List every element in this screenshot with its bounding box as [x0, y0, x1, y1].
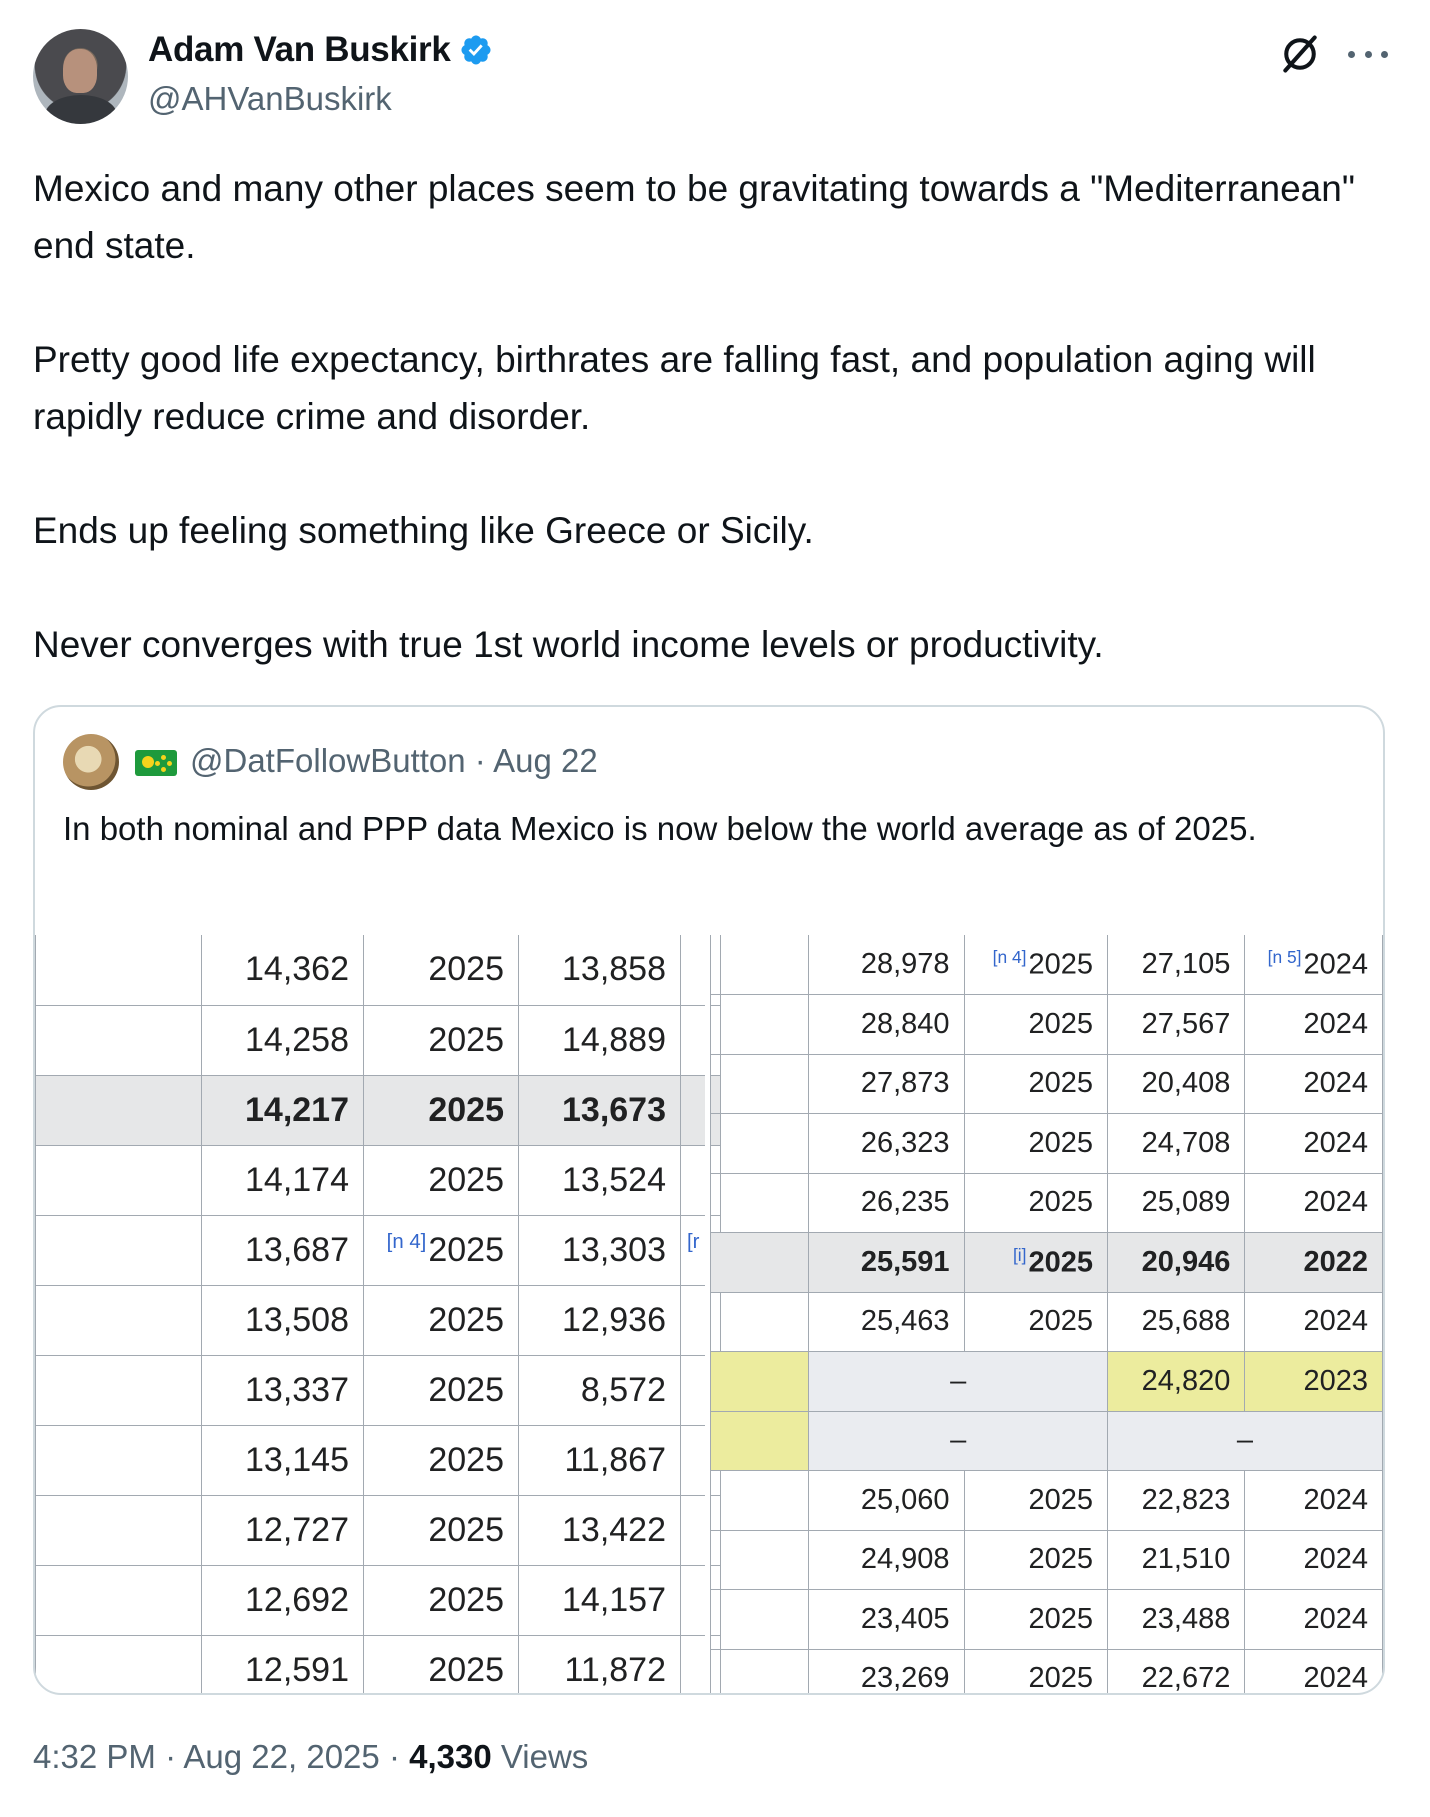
table-row [711, 1054, 1383, 1114]
more-dot [1381, 51, 1388, 58]
table-row [36, 1145, 721, 1215]
author-handle[interactable]: @AHVanBuskirk [148, 80, 392, 117]
table-cell: [n 4]2025 [964, 935, 1107, 995]
quoted-author-avatar[interactable] [63, 734, 119, 790]
table-cell [36, 1075, 202, 1145]
table-cell [36, 1215, 202, 1285]
flag-emoji-icon [135, 750, 177, 776]
table-cell: 13,337 [202, 1355, 364, 1425]
table-cell: 2025 [364, 935, 519, 1005]
table-cell: 22,823 [1108, 1471, 1245, 1531]
table-cell: 23,269 [809, 1649, 964, 1695]
tweet-text [33, 160, 1393, 673]
table-cell: 2025 [964, 1054, 1107, 1114]
table-cell: 12,692 [202, 1565, 364, 1635]
table-cell [711, 1173, 809, 1233]
table-cell [36, 1285, 202, 1355]
table-cell [36, 1355, 202, 1425]
table-cell [36, 1425, 202, 1495]
table-cell [711, 1114, 809, 1174]
table-row [711, 1530, 1383, 1590]
table-cell: 2024 [1245, 1471, 1383, 1531]
table-cell: 14,157 [519, 1565, 681, 1635]
table-cell: 2022 [1245, 1233, 1383, 1293]
table-row [711, 935, 1383, 995]
table-cell: 2024 [1245, 1649, 1383, 1695]
table-cell: 24,908 [809, 1530, 964, 1590]
table-cell: 26,235 [809, 1173, 964, 1233]
table-row [711, 1173, 1383, 1233]
table-cell: 25,688 [1108, 1292, 1245, 1352]
table-cell: 13,508 [202, 1285, 364, 1355]
table-cell: 2025 [964, 1590, 1107, 1650]
table-cell: 13,687 [202, 1215, 364, 1285]
table-cell: 24,820 [1108, 1352, 1245, 1412]
more-icon[interactable] [1348, 36, 1388, 72]
table-cell: 2025 [364, 1355, 519, 1425]
table-row [711, 1590, 1383, 1650]
table-cell [711, 1233, 809, 1293]
table-cell: 2025 [364, 1005, 519, 1075]
table-cell: 2024 [1245, 1054, 1383, 1114]
table-cell: 2024 [1245, 995, 1383, 1055]
more-dot [1365, 51, 1372, 58]
table-cell: 14,217 [202, 1075, 364, 1145]
table-cell [36, 1635, 202, 1695]
table-cell: 22,672 [1108, 1649, 1245, 1695]
table-cell: 13,524 [519, 1145, 681, 1215]
table-cell: 2025 [964, 1530, 1107, 1590]
table-cell: 12,591 [202, 1635, 364, 1695]
table-cell: 23,405 [809, 1590, 964, 1650]
table-cell: 13,673 [519, 1075, 681, 1145]
table-cell [36, 935, 202, 1005]
table-cell: 13,422 [519, 1495, 681, 1565]
table-cell: 25,463 [809, 1292, 964, 1352]
table-cell [36, 1495, 202, 1565]
table-cell: 28,840 [809, 995, 964, 1055]
table-cell: 2025 [964, 995, 1107, 1055]
quoted-date[interactable]: Aug 22 [493, 742, 598, 779]
table-cell: 2025 [364, 1565, 519, 1635]
table-row [36, 1495, 721, 1565]
table-cell [36, 1565, 202, 1635]
table-cell: 8,572 [519, 1355, 681, 1425]
table-cell: 2025 [364, 1075, 519, 1145]
table-row-highlighted [36, 1075, 721, 1145]
table-cell: 2025 [964, 1173, 1107, 1233]
table-cell: – [1108, 1411, 1383, 1471]
table-cell [711, 1054, 809, 1114]
table-row [36, 1355, 721, 1425]
table-row [36, 1005, 721, 1075]
quoted-meta: @DatFollowButton · Aug 22 [190, 742, 598, 779]
tweet-date[interactable]: Aug 22, 2025 [183, 1738, 380, 1775]
quoted-tweet[interactable] [33, 705, 1385, 1695]
table-cell: [n 4]2025 [364, 1215, 519, 1285]
table-cell: 25,089 [1108, 1173, 1245, 1233]
table-cell: 2024 [1245, 1590, 1383, 1650]
tweet-paragraph: Ends up feeling something like Greece or Sicily. [33, 510, 814, 551]
table-cell: 2025 [364, 1145, 519, 1215]
table-cell: 23,488 [1108, 1590, 1245, 1650]
views-count: 4,330 [409, 1738, 492, 1775]
table-cell [711, 1352, 809, 1412]
table-row [36, 1215, 721, 1285]
table-cell [711, 935, 809, 995]
table-cell: 2025 [964, 1292, 1107, 1352]
tweet-footer: 4:32 PM · Aug 22, 2025 · 4,330 Views [33, 1738, 589, 1775]
author-name[interactable]: Adam Van Buskirk [148, 30, 451, 69]
views-label: Views [500, 1738, 589, 1775]
table-cell [711, 995, 809, 1055]
table-cell: 2025 [364, 1285, 519, 1355]
table-cell: 2025 [964, 1471, 1107, 1531]
table-cell [36, 1005, 202, 1075]
table-cell: 27,873 [809, 1054, 964, 1114]
author-avatar[interactable] [33, 29, 128, 124]
avatar-shirt [45, 95, 117, 124]
table-cell: 2024 [1245, 1173, 1383, 1233]
tweet-time[interactable]: 4:32 PM [33, 1738, 156, 1775]
table-cell: 13,145 [202, 1425, 364, 1495]
table-cell [711, 1471, 809, 1531]
quoted-text: In both nominal and PPP data Mexico is now below the world average as of 2025. [63, 810, 1257, 847]
table-cell: 14,362 [202, 935, 364, 1005]
avatar-face [63, 49, 97, 93]
table-cell: 12,727 [202, 1495, 364, 1565]
table-cell: 2024 [1245, 1292, 1383, 1352]
table-cell: 20,408 [1108, 1054, 1245, 1114]
table-cell: 2025 [964, 1114, 1107, 1174]
quoted-handle[interactable]: @DatFollowButton [190, 742, 466, 779]
table-cell [711, 1292, 809, 1352]
table-cell [711, 1411, 809, 1471]
table-cell: 24,708 [1108, 1114, 1245, 1174]
tweet-paragraph: Never converges with true 1st world income levels or productivity. [33, 624, 1104, 665]
table-cell [711, 1530, 809, 1590]
table-cell [711, 1590, 809, 1650]
table-row-highlighted [711, 1233, 1383, 1293]
table-cell: 21,510 [1108, 1530, 1245, 1590]
table-cell: [i]2025 [964, 1233, 1107, 1293]
table-cell: 28,978 [809, 935, 964, 995]
table-cell: 12,936 [519, 1285, 681, 1355]
table-cell: 2023 [1245, 1352, 1383, 1412]
table-cell: 2025 [364, 1635, 519, 1695]
table-row [36, 1285, 721, 1355]
table-cell: 25,591 [809, 1233, 964, 1293]
table-row [711, 1292, 1383, 1352]
gdp-table-right [710, 935, 1383, 1695]
table-cell: 11,867 [519, 1425, 681, 1495]
table-row [711, 1114, 1383, 1174]
tweet-paragraph: Mexico and many other places seem to be gravitating towards a "Mediterranean" end state. [33, 168, 1355, 266]
table-cell: 26,323 [809, 1114, 964, 1174]
table-cell: 2025 [364, 1425, 519, 1495]
table-cell: 2025 [364, 1495, 519, 1565]
table-cell: 27,567 [1108, 995, 1245, 1055]
table-cell: [n 5]2024 [1245, 935, 1383, 995]
more-dot [1348, 51, 1355, 58]
table-row [36, 1425, 721, 1495]
table-cell: 13,858 [519, 935, 681, 1005]
table-cell: 14,174 [202, 1145, 364, 1215]
table-cell: 14,258 [202, 1005, 364, 1075]
table-cell: 14,889 [519, 1005, 681, 1075]
author-name-row [148, 30, 493, 70]
table-row [711, 1411, 1383, 1471]
table-row [711, 1352, 1383, 1412]
table-cell: 2025 [964, 1649, 1107, 1695]
footnote-ref[interactable]: [n 4] [386, 1231, 427, 1254]
verified-badge-icon [459, 33, 493, 67]
table-row [36, 935, 721, 1005]
table-cell: 2024 [1245, 1114, 1383, 1174]
table-cell: 11,872 [519, 1635, 681, 1695]
table-cell: – [809, 1411, 1108, 1471]
table-row [36, 1565, 721, 1635]
footnote-ref[interactable]: [n 5] [1267, 947, 1302, 968]
footnote-ref[interactable]: [r [687, 1231, 700, 1254]
table-cell: 27,105 [1108, 935, 1245, 995]
table-cell: 25,060 [809, 1471, 964, 1531]
table-cell: 2024 [1245, 1530, 1383, 1590]
table-row [711, 1649, 1383, 1695]
table-row [711, 995, 1383, 1055]
gdp-table-left [35, 935, 721, 1695]
table-cell: 13,303 [519, 1215, 681, 1285]
tweet-paragraph: Pretty good life expectancy, birthrates are falling fast, and population aging will rapidly reduce crime and disorder. [33, 339, 1316, 437]
table-cell: 20,946 [1108, 1233, 1245, 1293]
table-cell [36, 1145, 202, 1215]
footnote-ref[interactable]: [n 4] [992, 947, 1027, 968]
table-row [36, 1635, 721, 1695]
table-cell: – [809, 1352, 1108, 1412]
table-row [711, 1471, 1383, 1531]
footnote-ref[interactable]: [i] [1012, 1244, 1027, 1265]
table-cell [711, 1649, 809, 1695]
grok-icon[interactable] [1278, 32, 1322, 76]
